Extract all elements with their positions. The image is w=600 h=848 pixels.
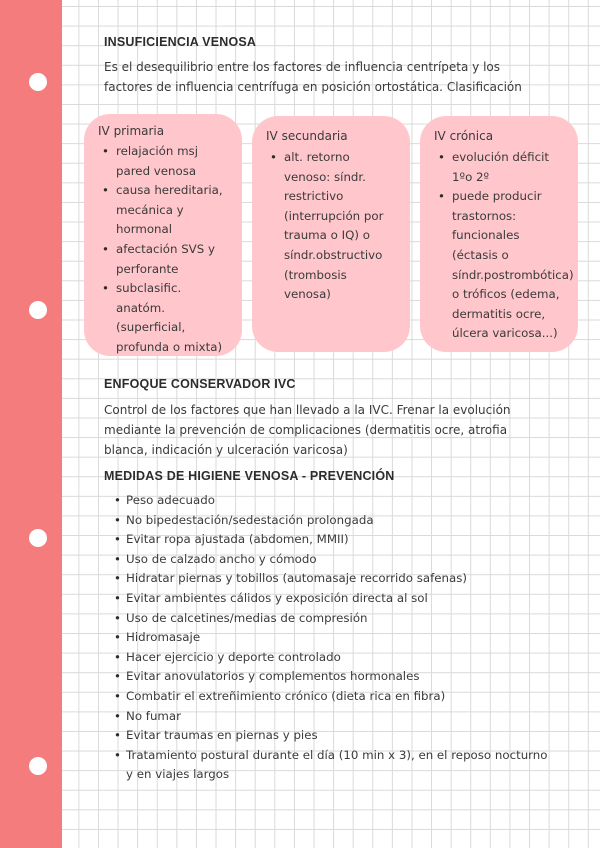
cloud-list	[98, 142, 233, 358]
enfoque-paragraph: Control de los factores que han llevado a la IVC. Frenar la evolución mediante la prevención de complicaciones (dermatitis ocre, atrofia blanca, indicación y ulceración varicosa)	[104, 403, 511, 457]
measures-list	[110, 491, 550, 785]
list-item: • Peso adecuado	[110, 491, 550, 511]
cloud-iv-cronica	[424, 120, 574, 348]
list-item: • Evitar ambientes cálidos y exposición directa al sol	[110, 589, 550, 609]
list-item: • Uso de calcetines/medias de compresión	[110, 609, 550, 629]
section-title-insuficiencia: INSUFICIENCIA VENOSA	[104, 35, 257, 49]
list-item: • afectación SVS y perforante	[98, 240, 233, 279]
list-item: • evolución déficit 1ºo 2º	[434, 148, 566, 187]
binder-hole	[29, 757, 47, 775]
list-item: • causa hereditaria, mecánica y hormonal	[98, 181, 233, 240]
cloud-list	[266, 148, 396, 305]
binder-hole	[29, 73, 47, 91]
cloud-title: IV primaria	[98, 124, 165, 138]
binder-strip	[0, 0, 62, 848]
section-title-enfoque: ENFOQUE CONSERVADOR IVC	[104, 377, 296, 391]
cloud-iv-primaria	[88, 118, 238, 352]
list-item: • subclasific. anatóm. (superficial, profunda o mixta)	[98, 279, 233, 357]
list-item: • Evitar ropa ajustada (abdomen, MMII)	[110, 530, 550, 550]
list-item: • Evitar anovulatorios y complementos hormonales	[110, 667, 550, 687]
definition-paragraph: Es el desequilibrio entre los factores de influencia centrípeta y los factores de influencia centrífuga en posición ortostática. Clasificación	[104, 60, 522, 94]
binder-hole	[29, 301, 47, 319]
cloud-list	[434, 148, 574, 344]
cloud-title: IV secundaria	[266, 129, 348, 143]
list-item: • alt. retorno venoso: síndr. restrictivo (interrupción por trauma o IQ) o síndr.obstructivo (trombosis venosa)	[266, 148, 396, 305]
binder-hole	[29, 529, 47, 547]
list-item: • No bipedestación/sedestación prolongada	[110, 511, 550, 531]
cloud-iv-secundaria	[256, 120, 406, 348]
list-item: • Evitar traumas en piernas y pies	[110, 726, 550, 746]
list-item: • Hidratar piernas y tobillos (automasaje recorrido safenas)	[110, 569, 550, 589]
list-item: • relajación msj pared venosa	[98, 142, 233, 181]
list-item: • Hidromasaje	[110, 628, 550, 648]
list-item: • Hacer ejercicio y deporte controlado	[110, 648, 550, 668]
cloud-title: IV crónica	[434, 129, 494, 143]
list-item: • No fumar	[110, 707, 550, 727]
list-item: • Tratamiento postural durante el día (10 min x 3), en el reposo nocturno y en viajes largos	[110, 746, 550, 785]
section-title-medidas: MEDIDAS DE HIGIENE VENOSA - PREVENCIÓN	[104, 469, 395, 483]
list-item: • puede producir trastornos: funcionales (éctasis o síndr.postrombótica) o tróficos (edema, dermatitis ocre, úlcera varicosa...)	[434, 187, 566, 344]
list-item: • Combatir el extreñimiento crónico (dieta rica en fibra)	[110, 687, 550, 707]
list-item: • Uso de calzado ancho y cómodo	[110, 550, 550, 570]
